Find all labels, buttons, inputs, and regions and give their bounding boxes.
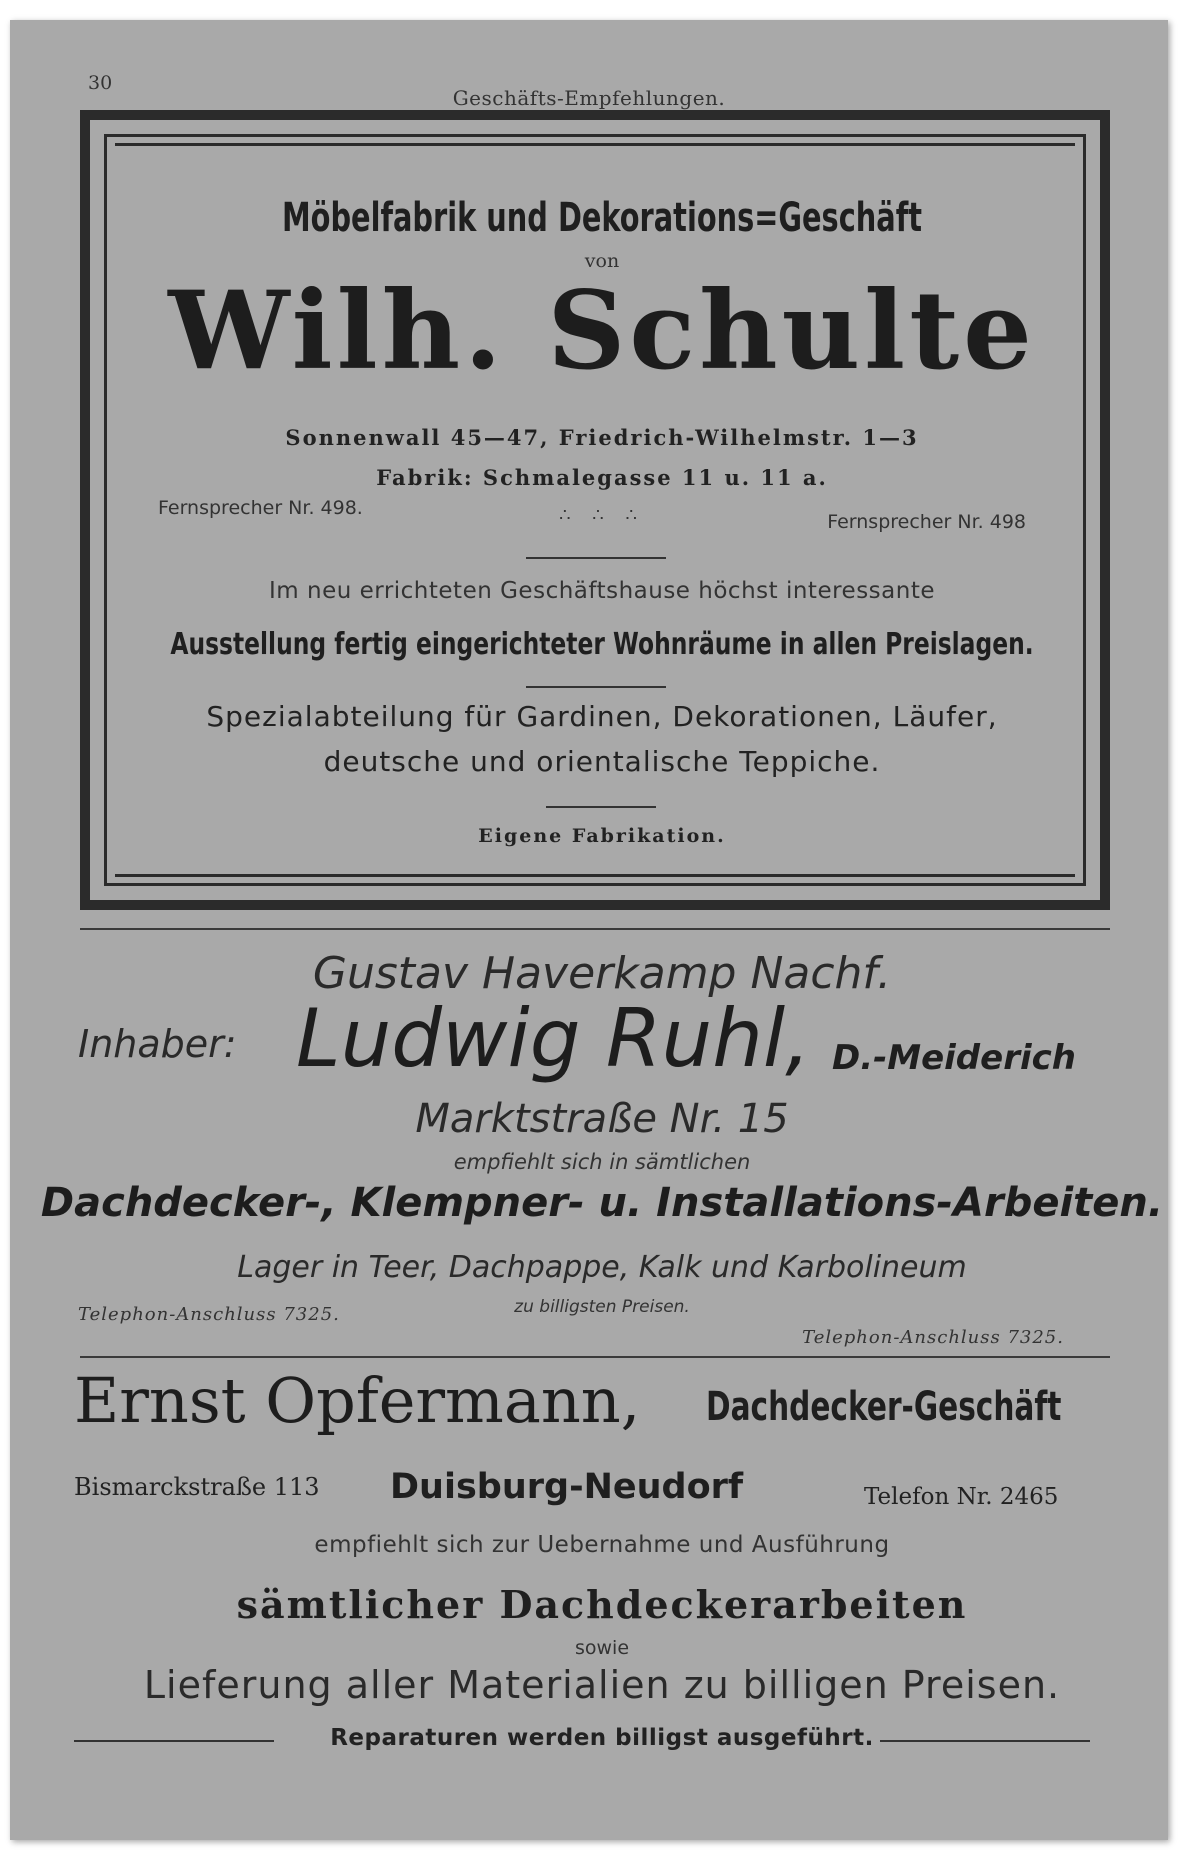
opfermann-street: Bismarckstraße 113 (74, 1473, 320, 1501)
opfermann-phone: Telefon Nr. 2465 (864, 1484, 1059, 1510)
schulte-exhibition: Ausstellung fertig eingerichteter Wohnräume in allen Preislagen. (170, 627, 1034, 662)
divider-rule (546, 806, 656, 808)
schulte-address: Sonnenwall 45—47, Friedrich-Wilhelmstr. 1—3 (285, 425, 919, 450)
opfermann-trade: Dachdecker-Geschäft (706, 1384, 1062, 1430)
opfermann-name: Ernst Opfermann, (74, 1364, 641, 1437)
opfermann-city: Duisburg-Neudorf (390, 1467, 744, 1507)
frame-inner-rule-bottom (115, 874, 1075, 877)
opfermann-delivery: Lieferung aller Materialien zu billigen Preisen. (143, 1663, 1061, 1707)
schulte-headline: Möbelfabrik und Dekorations=Geschäft (281, 195, 923, 241)
opfermann-repairs: Reparaturen werden billigst ausgeführt. (330, 1725, 874, 1751)
schulte-special-line1: Spezialabteilung für Gardinen, Dekorationen, Läufer, (206, 700, 998, 733)
ruhl-stock: Lager in Teer, Dachpappe, Kalk und Karbolineum (237, 1250, 967, 1285)
ruhl-prices: zu billigsten Preisen. (514, 1297, 690, 1317)
opfermann-works: sämtlicher Dachdeckerarbeiten (236, 1582, 968, 1627)
ruhl-owner-label: Inhaber: (78, 1022, 237, 1066)
ruhl-recommends: empfiehlt sich in sämtlichen (453, 1150, 751, 1174)
page-number: 30 (88, 72, 113, 94)
divider-rule (526, 557, 666, 559)
ruhl-trades: Dachdecker-, Klempner- u. Installations-Arbeiten. (40, 1180, 1164, 1226)
ad-separator (80, 1356, 1110, 1358)
ruhl-firm: Gustav Haverkamp Nachf. (312, 948, 892, 999)
schulte-name: Wilh. Schulte (168, 268, 1036, 394)
repairs-rule-right (880, 1740, 1090, 1742)
opfermann-recommends: empfiehlt sich zur Uebernahme und Ausführung (314, 1532, 890, 1558)
opfermann-sowie: sowie (574, 1637, 630, 1659)
ruhl-owner-name: Ludwig Ruhl, (296, 992, 811, 1085)
ad-separator (80, 928, 1110, 930)
schulte-phone-right: Fernsprecher Nr. 498 (827, 511, 1026, 533)
schulte-special-line2: deutsche und orientalische Teppiche. (323, 745, 881, 778)
schulte-fabrik: Fabrik: Schmalegasse 11 u. 11 a. (376, 465, 828, 490)
divider-rule (526, 686, 666, 688)
ruhl-street: Marktstraße Nr. 15 (415, 1096, 789, 1142)
ruhl-phone-left: Telephon-Anschluss 7325. (78, 1304, 340, 1325)
schulte-intro: Im neu errichteten Geschäftshause höchst interessante (269, 578, 935, 604)
ruhl-phone-right: Telephon-Anschluss 7325. (802, 1327, 1064, 1348)
schulte-own-manufacture: Eigene Fabrikation. (478, 825, 726, 847)
frame-inner-rule-top (115, 143, 1075, 146)
ruhl-place: D.-Meiderich (832, 1038, 1076, 1078)
schulte-dots: ∴ ∴ ∴ (559, 505, 645, 526)
schulte-phone-left: Fernsprecher Nr. 498. (158, 497, 363, 519)
schulte-von: von (584, 250, 620, 272)
running-head: Geschäfts-Empfehlungen. (452, 86, 726, 110)
